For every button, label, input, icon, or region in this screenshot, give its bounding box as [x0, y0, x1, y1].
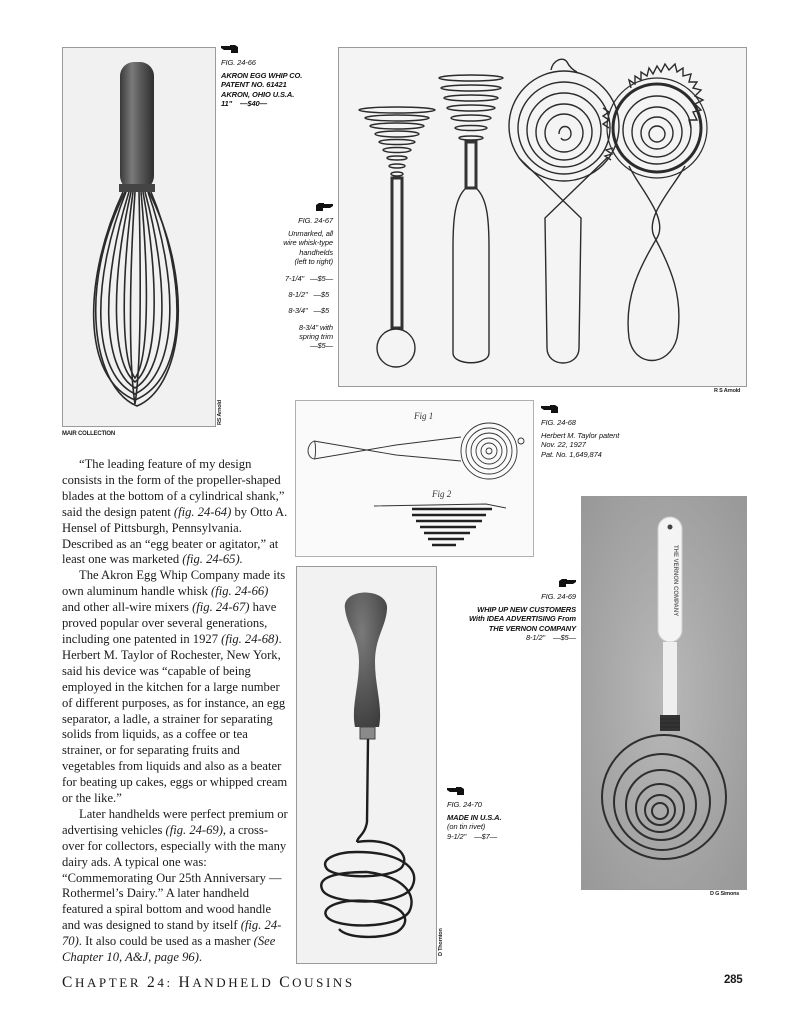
svg-text:Fig 1: Fig 1	[414, 411, 434, 421]
page-number: 285	[724, 974, 743, 986]
wire-whisks-image	[339, 48, 746, 386]
photo-fig-24-66-balloon-whisk	[62, 47, 216, 427]
caption-line: THE VERNON COMPANY	[488, 623, 576, 633]
caption-line: Unmarked, all	[288, 229, 333, 239]
price-line	[240, 306, 333, 315]
figure-number: FIG. 24-69	[541, 592, 576, 601]
photo-fig-24-69-vernon-whisk	[581, 496, 747, 890]
caption-line: AKRON EGG WHIP CO.	[221, 71, 303, 81]
spiral-whisk-image	[297, 567, 436, 963]
item-price: —$5—	[310, 341, 333, 351]
caption-line: spring trim	[299, 331, 333, 341]
body-paragraph: Later handhelds were perfect premium or advertising vehicles (fig. 24-69), a cross-over for collectors, especially with the many dairy ads. A typical one was: “Commemorating Our 25th Anniversary — Rothermel’s Dairy.” A later handheld featured a spiral bottom and wood handle and was designed to stand by itself (fig. 24-70). It also could be used as a masher (See Chapter 10, A&J, page 96).	[62, 806, 288, 965]
figure-number: FIG. 24-70	[447, 800, 482, 809]
caption-line: Herbert M. Taylor patent	[541, 431, 620, 441]
pointing-hand-icon	[447, 786, 465, 796]
caption-fig-24-68	[541, 404, 691, 459]
caption-line: (left to right)	[294, 256, 333, 266]
body-paragraph: The Akron Egg Whip Company made its own aluminum handle whisk (fig. 24-66) and other all-wire mixers (fig. 24-67) have proved popular over several generations, including one patented in 1927 (fig. 24-68). Herbert M. Taylor of Rochester, New York, said his device was “capable of being employed in the kitchen for a large number of different purposes, as for instance, an egg separator, a ladle, a strainer for separating solids from liquids, as a coffee or tea strainer, or for separating fruits and vegetables from liquids and also as a beater for beating up cakes, eggs or whipped cream or the like.”	[62, 568, 288, 806]
photo-fig-24-67-wire-whisks	[338, 47, 747, 387]
caption-line: Nov. 22, 1927	[541, 440, 586, 450]
caption-title: MADE IN U.S.A.	[447, 813, 502, 823]
caption-line: WHIP UP NEW CUSTOMERS	[477, 605, 576, 615]
chapter-label: CHAPTER 24:	[62, 974, 173, 991]
size-price-line	[447, 832, 557, 841]
patent-drawing-image	[296, 401, 533, 556]
caption-line: handhelds	[299, 247, 333, 257]
caption-note: (on tin rivet)	[447, 822, 486, 832]
item-size: 8-3/4"	[288, 306, 308, 316]
item-price: —$5	[313, 290, 330, 300]
body-paragraph: “The leading feature of my design consists in the form of the propeller-shaped blades at the bottom of a cylindrical shank,” said the design patent (fig. 24-64) by Otto A. Hensel of Pittsburgh, Pennsylvania. Described as an “egg beater or agitator,” at least one was marketed (fig. 24-65).	[62, 457, 288, 567]
photo-credit-fig-24-67: R S Arnold	[714, 388, 741, 394]
figure-number: FIG. 24-67	[298, 216, 333, 225]
caption-line: 8-3/4" with	[298, 322, 333, 332]
photo-credit-fig-24-69: D G Simons	[710, 891, 740, 897]
item-price: —$5—	[553, 632, 576, 642]
size-price-line	[221, 99, 331, 108]
photo-fig-24-70-spiral-whisk	[296, 566, 437, 964]
vernon-whisk-image	[582, 497, 746, 889]
price-line	[240, 290, 333, 299]
patent-drawing-fig-24-68	[295, 400, 534, 557]
item-size: 7-1/4"	[284, 274, 305, 284]
caption-line: PATENT NO. 61421	[221, 80, 287, 90]
caption-fig-24-70	[447, 786, 557, 841]
photo-credit-fig-24-66: RS Arnold	[217, 400, 223, 425]
svg-text:Fig 2: Fig 2	[432, 489, 452, 499]
item-size: 8-1/2"	[288, 290, 308, 300]
item-price: —$5	[313, 306, 330, 316]
item-size: 9-1/2"	[447, 831, 467, 841]
price-line	[240, 274, 333, 283]
item-size: 11"	[221, 98, 233, 108]
item-price: —$7—	[474, 831, 498, 841]
svg-text:THE VERNON COMPANY: THE VERNON COMPANY	[672, 545, 678, 617]
photo-credit-fig-24-70: D Thornton	[438, 928, 444, 956]
pointing-hand-icon	[541, 404, 559, 414]
item-size: 8-1/2"	[525, 632, 546, 642]
item-price: —$40—	[239, 98, 267, 108]
figure-number: FIG. 24-68	[541, 418, 576, 427]
pointing-hand-icon	[315, 202, 333, 212]
body-text-column	[62, 457, 288, 966]
pointing-hand-icon	[221, 44, 239, 54]
pointing-hand-icon	[558, 578, 576, 588]
running-footer-chapter	[62, 974, 355, 992]
chapter-title: HANDHELD COUSINS	[178, 974, 355, 991]
caption-fig-24-66	[221, 44, 331, 108]
caption-fig-24-67	[240, 202, 333, 350]
caption-line: wire whisk-type	[283, 238, 333, 248]
size-price-line	[436, 633, 576, 642]
caption-line: With IDEA ADVERTISING From	[468, 614, 576, 624]
caption-line: Pat. No. 1,649,874	[541, 449, 602, 459]
caption-fig-24-69	[436, 578, 576, 642]
balloon-whisk-image	[63, 48, 215, 426]
item-price: —$5—	[310, 274, 333, 284]
caption-line: AKRON, OHIO U.S.A.	[221, 89, 295, 99]
figure-number: FIG. 24-66	[221, 58, 256, 67]
collection-label: MAIR COLLECTION	[62, 431, 115, 437]
